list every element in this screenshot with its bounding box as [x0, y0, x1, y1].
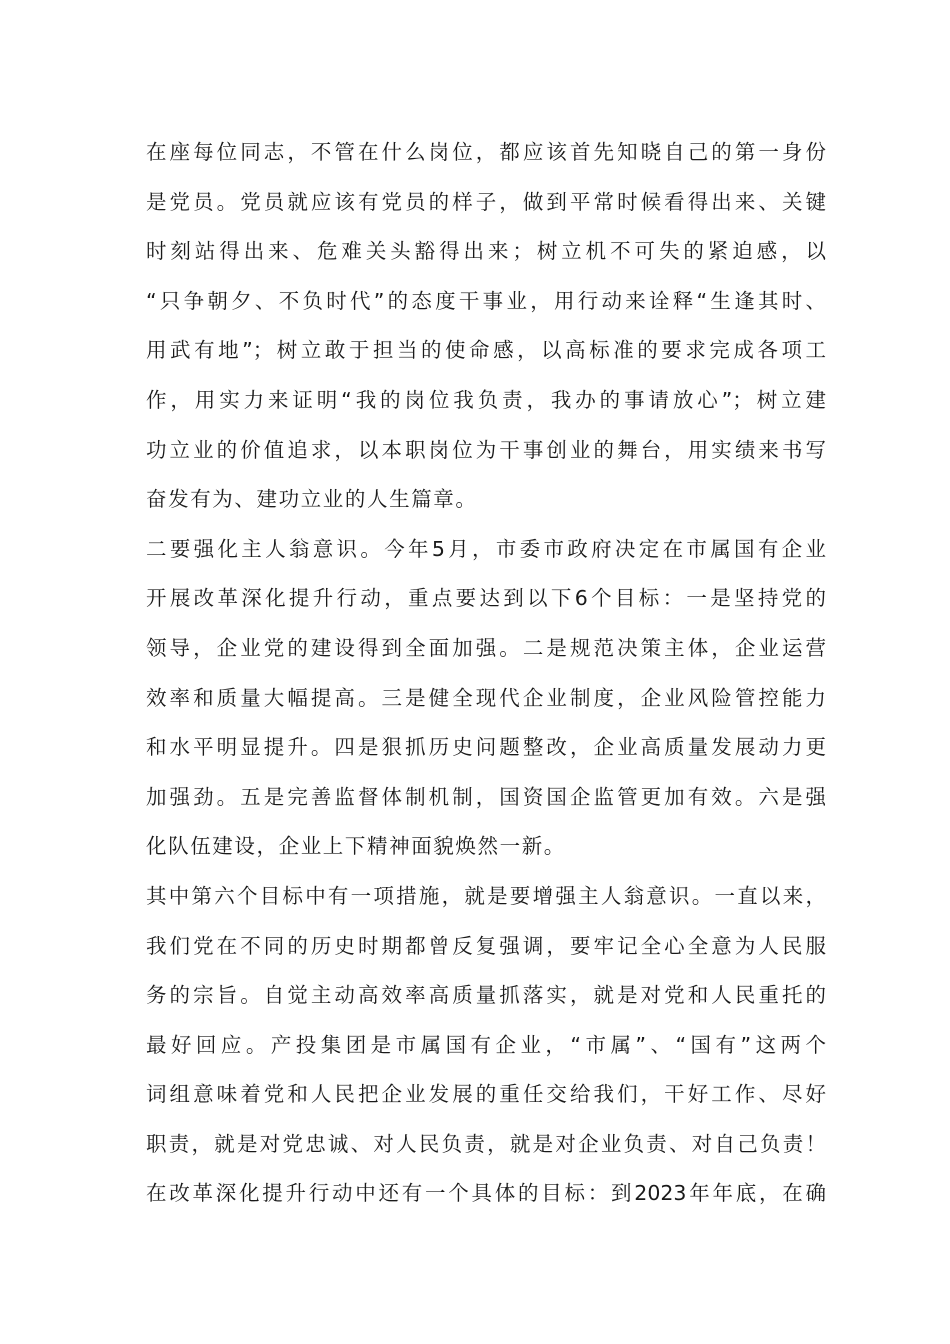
text-line: 我们党在不同的历史时期都曾反复强调，要牢记全心全意为人民服	[146, 933, 826, 958]
text-line: 奋发有为、建功立业的人生篇章。	[146, 487, 478, 512]
text-line: 用武有地”；树立敢于担当的使命感，以高标准的要求完成各项工	[146, 338, 826, 363]
body-text	[146, 133, 826, 1224]
text-line: 在改革深化提升行动中还有一个具体的目标：到2023年年底，在确	[146, 1181, 826, 1206]
text-line: 作，用实力来证明“我的岗位我负责，我办的事请放心”；树立建	[146, 387, 826, 412]
text-line: 最好回应。产投集团是市属国有企业，“市属”、“国有”这两个	[146, 1032, 826, 1057]
text-line: 务的宗旨。自觉主动高效率高质量抓落实，就是对党和人民重托的	[146, 983, 826, 1008]
text-line: 其中第六个目标中有一项措施，就是要增强主人翁意识。一直以来，	[146, 883, 826, 908]
text-line: “只争朝夕、不负时代”的态度干事业，用行动来诠释“生逢其时、	[146, 288, 826, 313]
text-line: 职责，就是对党忠诚、对人民负责，就是对企业负责、对自己负责！	[146, 1131, 826, 1156]
text-line: 时刻站得出来、危难关头豁得出来；树立机不可失的紧迫感，以	[146, 239, 826, 264]
text-line: 开展改革深化提升行动，重点要达到以下6个目标：一是坚持党的	[146, 586, 826, 611]
text-line: 是党员。党员就应该有党员的样子，做到平常时候看得出来、关键	[146, 189, 826, 214]
text-line: 二要强化主人翁意识。今年5月，市委市政府决定在市属国有企业	[146, 536, 826, 561]
text-line: 效率和质量大幅提高。三是健全现代企业制度，企业风险管控能力	[146, 685, 826, 710]
text-line: 功立业的价值追求，以本职岗位为干事创业的舞台，用实绩来书写	[146, 437, 826, 462]
text-line: 加强劲。五是完善监督体制机制，国资国企监管更加有效。六是强	[146, 784, 826, 809]
text-line: 和水平明显提升。四是狠抓历史问题整改，企业高质量发展动力更	[146, 735, 826, 760]
text-line: 化队伍建设，企业上下精神面貌焕然一新。	[146, 834, 566, 859]
text-line: 词组意味着党和人民把企业发展的重任交给我们，干好工作、尽好	[146, 1082, 826, 1107]
text-line: 领导，企业党的建设得到全面加强。二是规范决策主体，企业运营	[146, 635, 826, 660]
text-line: 在座每位同志，不管在什么岗位，都应该首先知晓自己的第一身份	[146, 140, 826, 164]
